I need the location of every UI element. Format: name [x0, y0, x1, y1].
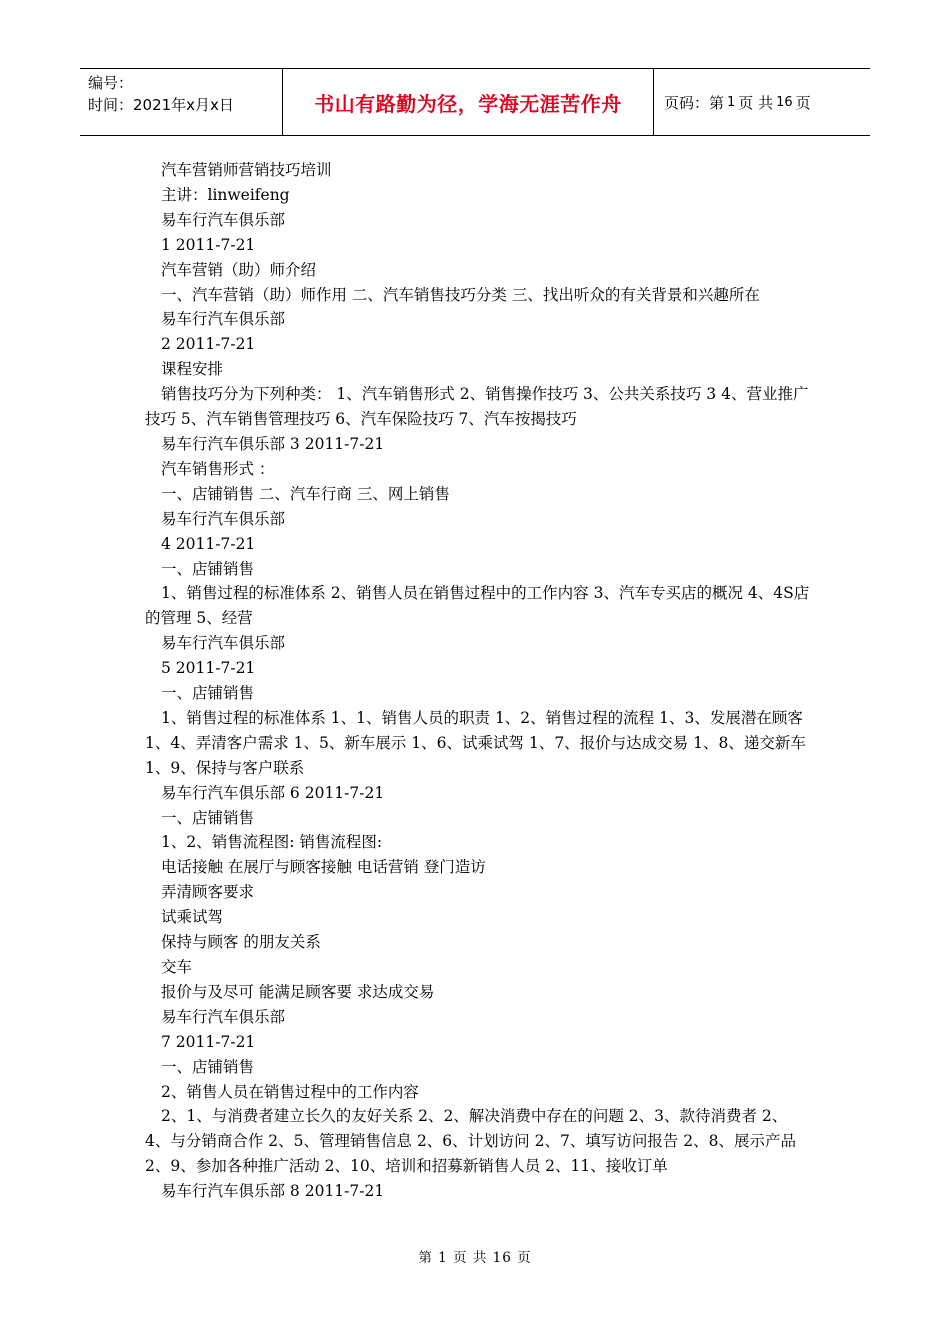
page-suffix: 页	[795, 93, 811, 112]
body-paragraph: 易车行汽车俱乐部	[161, 634, 286, 653]
body-paragraph: 一、店铺销售	[161, 684, 255, 703]
body-paragraph: 4 2011-7-21	[161, 534, 256, 553]
body-paragraph: 报价与及尽可 能满足顾客要 求达成交易	[161, 982, 435, 1001]
body-paragraph: 一、汽车营销（助）师作用 二、汽车销售技巧分类 三、找出听众的有关背景和兴趣所在	[161, 285, 760, 304]
body-paragraph: 5 2011-7-21	[161, 659, 256, 678]
body-paragraph: 弄清顾客要求	[161, 883, 255, 902]
body-paragraph: 一、店铺销售	[161, 1057, 255, 1076]
body-paragraph: 试乘试驾	[161, 908, 224, 927]
body-paragraph: 课程安排	[161, 360, 224, 379]
body-paragraph: 交车	[161, 958, 193, 976]
body-paragraph: 电话接触 在展厅与顾客接触 电话营销 登门造访	[161, 858, 486, 877]
body-paragraph: 主讲：linweifeng	[161, 185, 290, 204]
body-paragraph: 一、店铺销售	[161, 559, 255, 578]
date-label: 时间：2021年x月x日	[88, 96, 234, 114]
body-paragraph: 销售技巧分为下列种类： 1、汽车销售形式 2、销售操作技巧 3、公共关系技巧 3 4、营业推广技巧 5、汽车销售管理技巧 6、汽车保险技巧 7、汽车按揭技巧	[145, 385, 809, 429]
body-paragraph: 易车行汽车俱乐部	[161, 310, 286, 329]
page-total: 16	[776, 94, 793, 110]
body-paragraph: 汽车营销师营销技巧培训	[161, 161, 332, 179]
header-meta	[80, 69, 282, 135]
body-paragraph: 易车行汽车俱乐部 8 2011-7-21	[161, 1182, 385, 1201]
body-paragraph: 汽车营销（助）师介绍	[161, 260, 317, 279]
page-mid: 页 共	[738, 93, 774, 112]
body-paragraph: 2、1、与消费者建立长久的友好关系 2、2、解决消费中存在的问题 2、3、款待消费者 2、4、与分销商合作 2、5、管理销售信息 2、6、计划访问 2、7、填写访问报告 2、8、展示产品 2、9、参加各种推广活动 2、10、培训和招募新销售人员 2、11、接收订单	[145, 1107, 796, 1176]
header-page-number	[654, 69, 870, 135]
page-current: 1	[727, 94, 736, 110]
body-paragraph: 一、店铺销售	[161, 808, 255, 827]
page-footer: 第 1 页 共 16 页	[418, 1250, 532, 1266]
body-paragraph: 易车行汽车俱乐部 3 2011-7-21	[161, 434, 385, 453]
body-paragraph: 2、销售人员在销售过程中的工作内容	[161, 1082, 419, 1101]
page-header	[80, 68, 870, 136]
body-paragraph: 汽车销售形式 ：	[161, 459, 275, 478]
page-prefix: 页码：第	[664, 93, 725, 112]
body-paragraph: 1、销售过程的标准体系 2、销售人员在销售过程中的工作内容 3、汽车专买店的概况 4、4S店的管理 5、经营	[145, 584, 810, 628]
body-paragraph: 1 2011-7-21	[161, 235, 256, 254]
body-paragraph: 易车行汽车俱乐部	[161, 509, 286, 528]
serial-label: 编号：	[88, 74, 134, 92]
body-paragraph: 7 2011-7-21	[161, 1032, 256, 1051]
body-paragraph: 2 2011-7-21	[161, 335, 256, 354]
document-body	[145, 158, 810, 1204]
body-paragraph: 易车行汽车俱乐部 6 2011-7-21	[161, 783, 385, 802]
body-paragraph: 保持与顾客 的朋友关系	[161, 933, 321, 952]
body-paragraph: 1、销售过程的标准体系 1、1、销售人员的职责 1、2、销售过程的流程 1、3、发展潜在顾客 1、4、弄清客户需求 1、5、新车展示 1、6、试乘试驾 1、7、报价与达成交易 1、8、递交新车 1、9、保持与客户联系	[145, 708, 806, 777]
body-paragraph: 1、2、销售流程图: 销售流程图:	[161, 833, 383, 852]
header-motto: 书山有路勤为径，学海无涯苦作舟	[282, 69, 654, 135]
body-paragraph: 易车行汽车俱乐部	[161, 1007, 286, 1026]
body-paragraph: 一、店铺销售 二、汽车行商 三、网上销售	[161, 484, 450, 503]
body-paragraph: 易车行汽车俱乐部	[161, 210, 286, 229]
